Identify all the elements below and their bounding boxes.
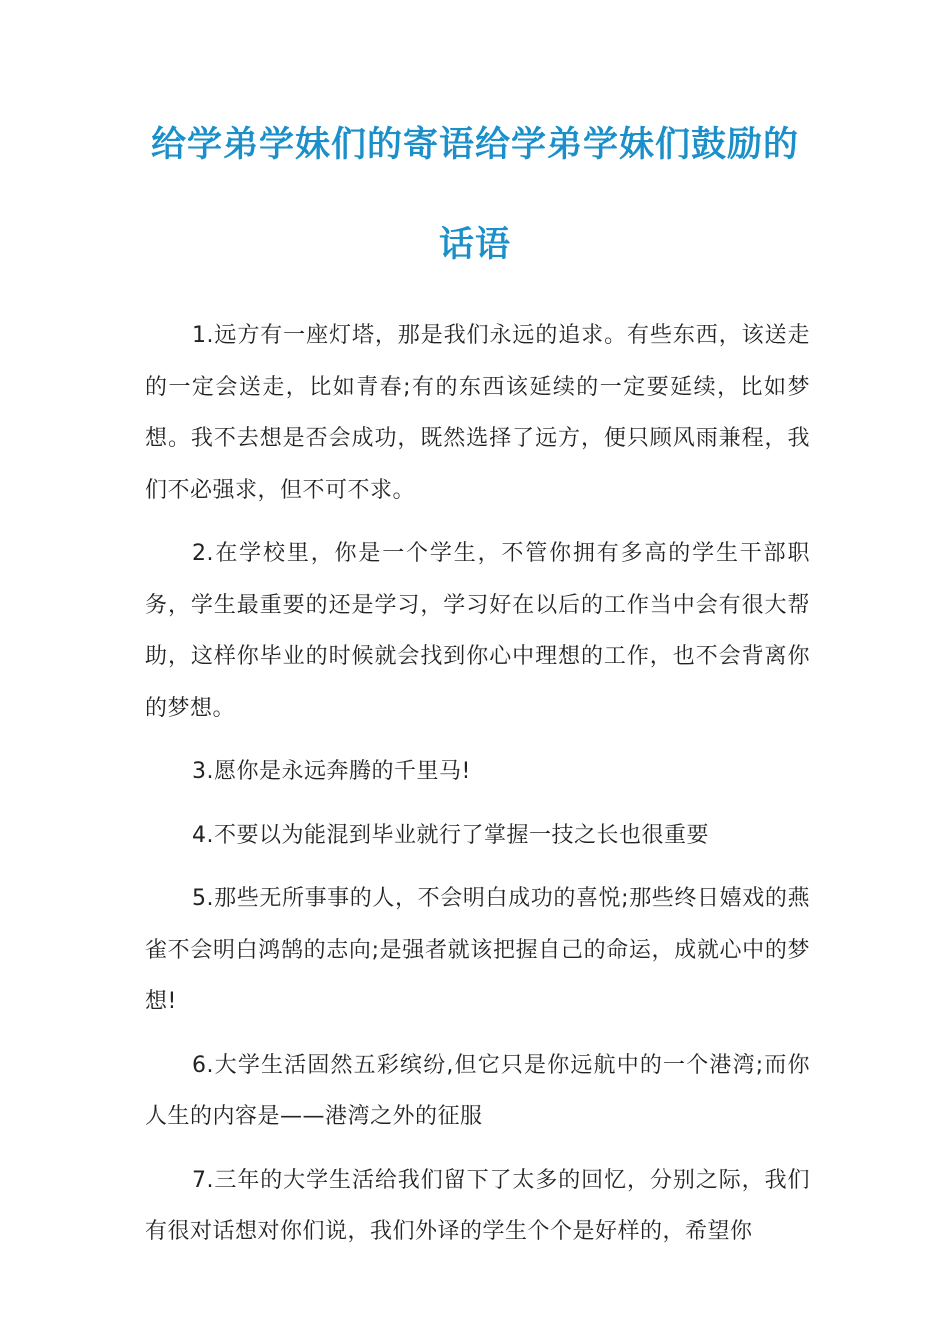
- paragraph-3: 3.愿你是永远奔腾的千里马!: [192, 759, 471, 784]
- paragraph-1: 1.远方有一座灯塔，那是我们永远的追求。有些东西，该送走的一定会送走，比如青春;有的东西该延续的一定要延续，比如梦想。我不去想是否会成功，既然选择了远方，便只顾风雨兼程，我们不必强求，但不可不求。: [145, 323, 810, 503]
- paragraph-5: 5.那些无所事事的人，不会明白成功的喜悦;那些终日嬉戏的燕雀不会明白鸿鹄的志向;是强者就该把握自己的命运，成就心中的梦想!: [145, 886, 810, 1014]
- paragraph-2: 2.在学校里，你是一个学生，不管你拥有多高的学生干部职务，学生最重要的还是学习，学习好在以后的工作当中会有很大帮助，这样你毕业的时候就会找到你心中理想的工作，也不会背离你的梦想。: [145, 541, 810, 721]
- paragraph-4: 4.不要以为能混到毕业就行了掌握一技之长也很重要: [192, 822, 709, 848]
- document-body: [145, 310, 810, 1270]
- paragraph-6: 6.大学生活固然五彩缤纷,但它只是你远航中的一个港湾;而你人生的内容是——港湾之外的征服: [145, 1052, 810, 1129]
- paragraph-7: 7.三年的大学生活给我们留下了太多的回忆，分别之际，我们有很对话想对你们说，我们外译的学生个个是好样的，希望你: [145, 1167, 810, 1244]
- document-title: 给学弟学妹们的寄语给学弟学妹们鼓励的话语: [150, 124, 799, 265]
